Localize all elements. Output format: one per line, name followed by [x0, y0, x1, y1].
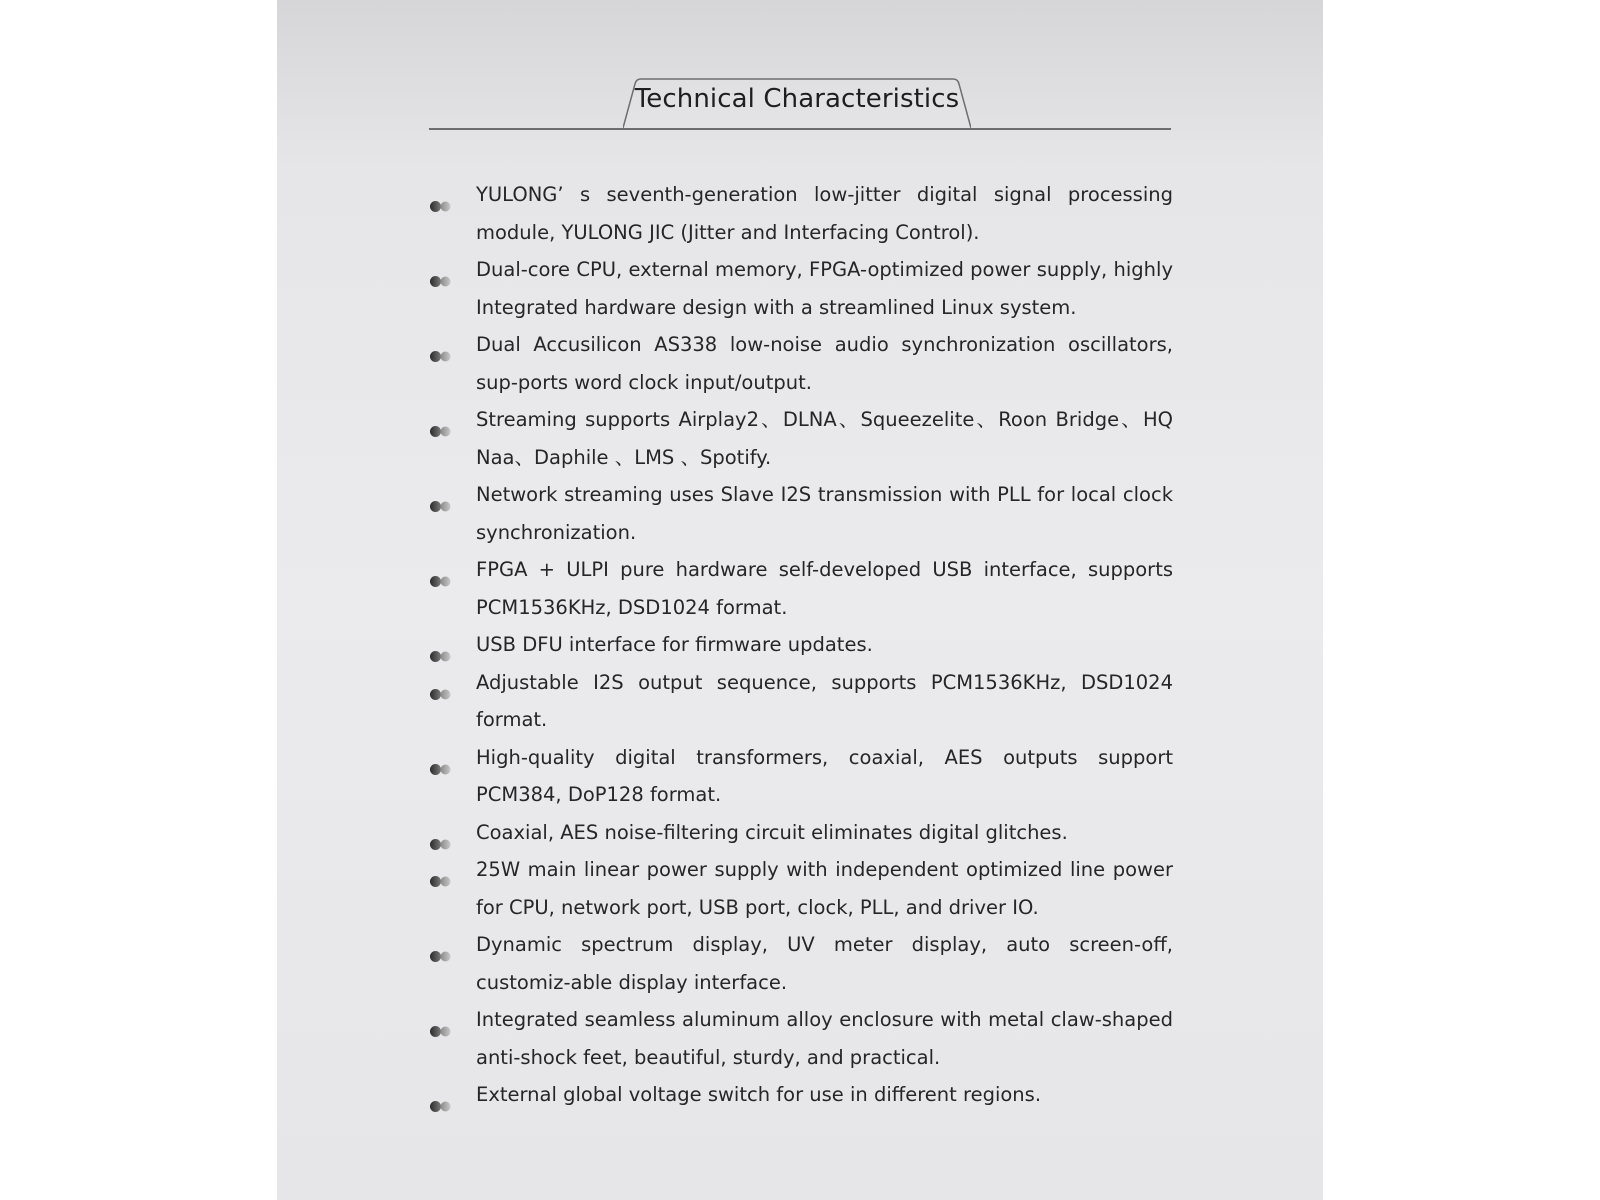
feature-text: Dual Accusilicon AS338 low-noise audio synchronization oscillators, sup-ports word clock input/output. [476, 333, 1173, 394]
feature-item [429, 1076, 1173, 1114]
double-dot-bullet-icon [429, 676, 453, 689]
double-dot-bullet-icon [429, 751, 453, 764]
feature-text: External global voltage switch for use in different regions. [476, 1083, 1042, 1106]
feature-item [429, 476, 1173, 551]
double-dot-bullet-icon [429, 188, 453, 201]
feature-text: 25W main linear power supply with independent optimized line power for CPU, network port, USB port, clock, PLL, and driver IO. [476, 858, 1173, 919]
double-dot-bullet-icon [429, 863, 453, 876]
double-dot-bullet-icon [429, 938, 453, 951]
feature-item [429, 926, 1173, 1001]
feature-item [429, 626, 1173, 664]
feature-item [429, 851, 1173, 926]
double-dot-bullet-icon [429, 826, 453, 839]
header-tab [623, 78, 971, 128]
double-dot-bullet-icon [429, 638, 453, 651]
feature-item [429, 251, 1173, 326]
feature-text: YULONG’ s seventh-generation low-jitter digital signal processing module, YULONG JIC (Jitter and Interfacing Control). [476, 183, 1173, 244]
spec-panel [277, 0, 1323, 1200]
feature-text: Coaxial, AES noise-filtering circuit eliminates digital glitches. [476, 820, 1068, 844]
feature-item [429, 551, 1173, 626]
feature-item [429, 176, 1173, 251]
section-header [429, 78, 1171, 130]
feature-text: Adjustable I2S output sequence, supports PCM1536KHz, DSD1024 format. [476, 670, 1173, 731]
feature-text: Integrated seamless aluminum alloy enclosure with metal claw-shaped anti-shock feet, beautiful, sturdy, and practical. [476, 1008, 1173, 1069]
feature-item [429, 739, 1173, 814]
feature-text: Streaming supports Airplay2、DLNA、Squeezelite、Roon Bridge、HQ Naa、Daphile 、LMS 、Spotify. [476, 408, 1173, 469]
double-dot-bullet-icon [429, 263, 453, 276]
feature-text: Dynamic spectrum display, UV meter display, auto screen-off, customiz-able display interface. [476, 933, 1173, 994]
double-dot-bullet-icon [429, 1088, 453, 1101]
page-title: Technical Characteristics [634, 84, 960, 114]
feature-text: USB DFU interface for firmware updates. [476, 633, 873, 656]
double-dot-bullet-icon [429, 488, 453, 501]
double-dot-bullet-icon [429, 563, 453, 576]
double-dot-bullet-icon [429, 1013, 453, 1026]
feature-text: Network streaming uses Slave I2S transmission with PLL for local clock synchronization. [476, 483, 1173, 544]
feature-text: High-quality digital transformers, coaxial, AES outputs support PCM384, DoP128 format. [476, 745, 1173, 806]
feature-item [429, 326, 1173, 401]
double-dot-bullet-icon [429, 338, 453, 351]
feature-text: FPGA + ULPI pure hardware self-developed USB interface, supports PCM1536KHz, DSD1024 format. [476, 558, 1173, 619]
feature-item [429, 664, 1173, 739]
feature-item [429, 1001, 1173, 1076]
feature-item [429, 401, 1173, 476]
feature-item [429, 814, 1173, 852]
feature-text: Dual-core CPU, external memory, FPGA-optimized power supply, highly Integrated hardware design with a streamlined Linux system. [476, 258, 1173, 319]
double-dot-bullet-icon [429, 413, 453, 426]
feature-list [429, 176, 1173, 1114]
